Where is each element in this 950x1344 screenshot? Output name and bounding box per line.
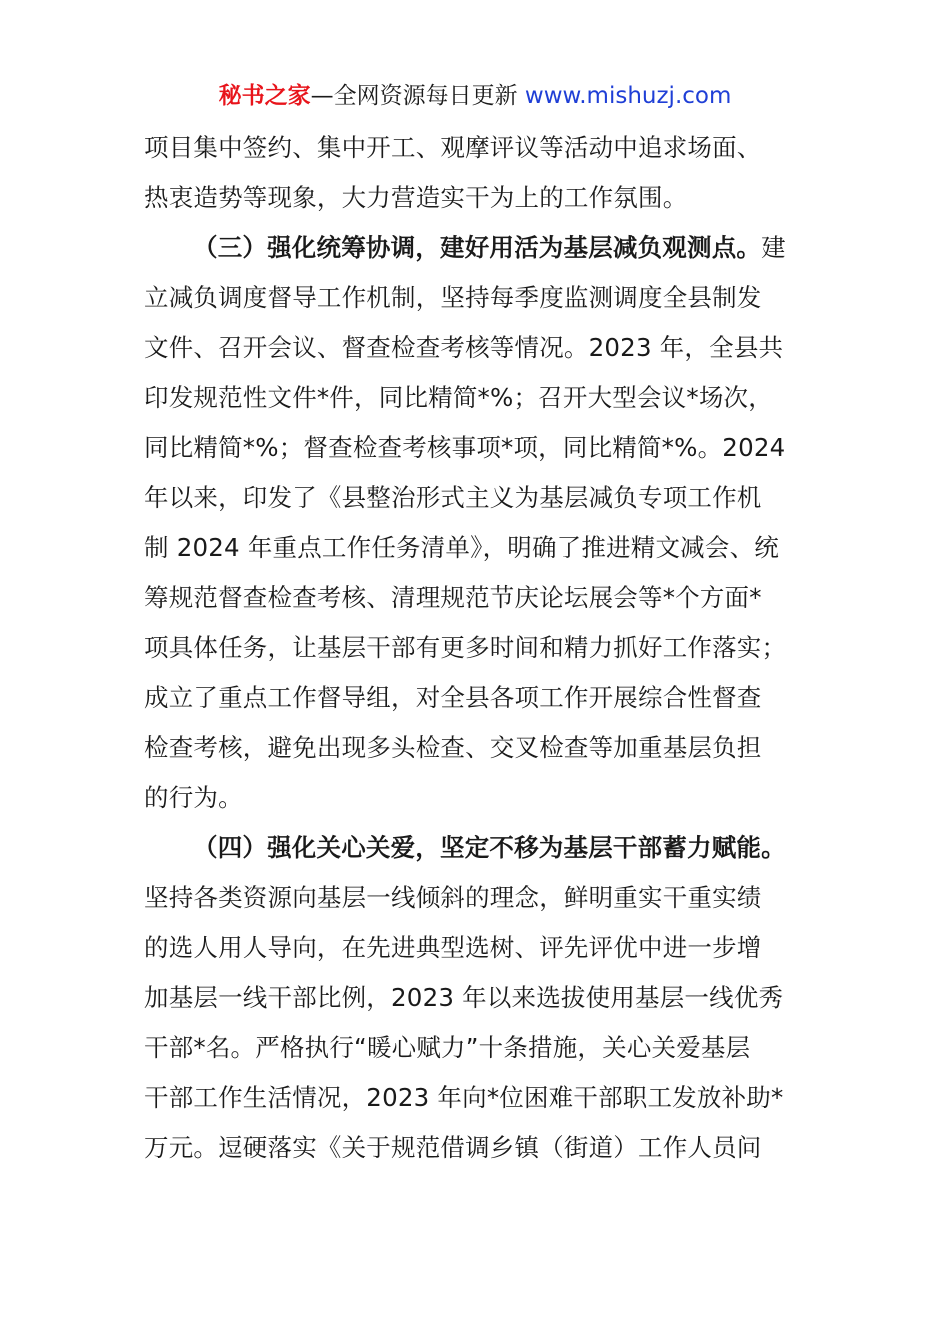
body-line: 筹规范督查检查考核、清理规范节庆论坛展会等*个方面*	[144, 583, 762, 612]
document-body	[144, 123, 814, 1173]
section-heading-line	[144, 223, 814, 273]
section-heading-4: （四）强化关心关爱，坚定不移为基层干部蓄力赋能。	[193, 833, 786, 862]
brand-name: 秘书之家	[218, 83, 311, 109]
body-line: 立减负调度督导工作机制，坚持每季度监测调度全县制发	[144, 283, 762, 312]
body-line: 制 2024 年重点工作任务清单》，明确了推进精文减会、统	[144, 533, 779, 562]
page-header	[0, 80, 950, 112]
body-line: 检查考核，避免出现多头检查、交叉检查等加重基层负担	[144, 733, 762, 762]
body-line: 的行为。	[144, 783, 243, 812]
body-line: 项具体任务，让基层干部有更多时间和精力抓好工作落实；	[144, 633, 787, 662]
body-line: 万元。逗硬落实《关于规范借调乡镇（街道）工作人员问	[144, 1133, 762, 1162]
section-heading-3: （三）强化统筹协调，建好用活为基层减负观测点。	[193, 233, 762, 262]
body-line: 成立了重点工作督导组，对全县各项工作开展综合性督查	[144, 683, 762, 712]
body-line: 干部*名。严格执行“暖心赋力”十条措施，关心关爱基层	[144, 1033, 751, 1062]
section-heading-line	[144, 823, 814, 873]
header-tagline: —全网资源每日更新	[310, 83, 525, 109]
body-text: 建	[761, 233, 786, 262]
body-line: 印发规范性文件*件，同比精简*%；召开大型会议*场次，	[144, 383, 773, 412]
body-line: 的选人用人导向，在先进典型选树、评先评优中进一步增	[144, 933, 762, 962]
body-line: 文件、召开会议、督查检查考核等情况。2023 年，全县共	[144, 333, 784, 362]
body-line: 干部工作生活情况，2023 年向*位困难干部职工发放补助*	[144, 1083, 784, 1112]
body-line: 项目集中签约、集中开工、观摩评议等活动中追求场面、	[144, 133, 762, 162]
body-line: 同比精简*%；督查检查考核事项*项，同比精简*%。2024	[144, 433, 786, 462]
site-link[interactable]: www.mishuzj.com	[524, 83, 732, 109]
body-line: 年以来，印发了《县整治形式主义为基层减负专项工作机	[144, 483, 762, 512]
body-line: 加基层一线干部比例，2023 年以来选拔使用基层一线优秀	[144, 983, 784, 1012]
body-line: 坚持各类资源向基层一线倾斜的理念，鲜明重实干重实绩	[144, 883, 762, 912]
body-line: 热衷造势等现象，大力营造实干为上的工作氛围。	[144, 183, 688, 212]
